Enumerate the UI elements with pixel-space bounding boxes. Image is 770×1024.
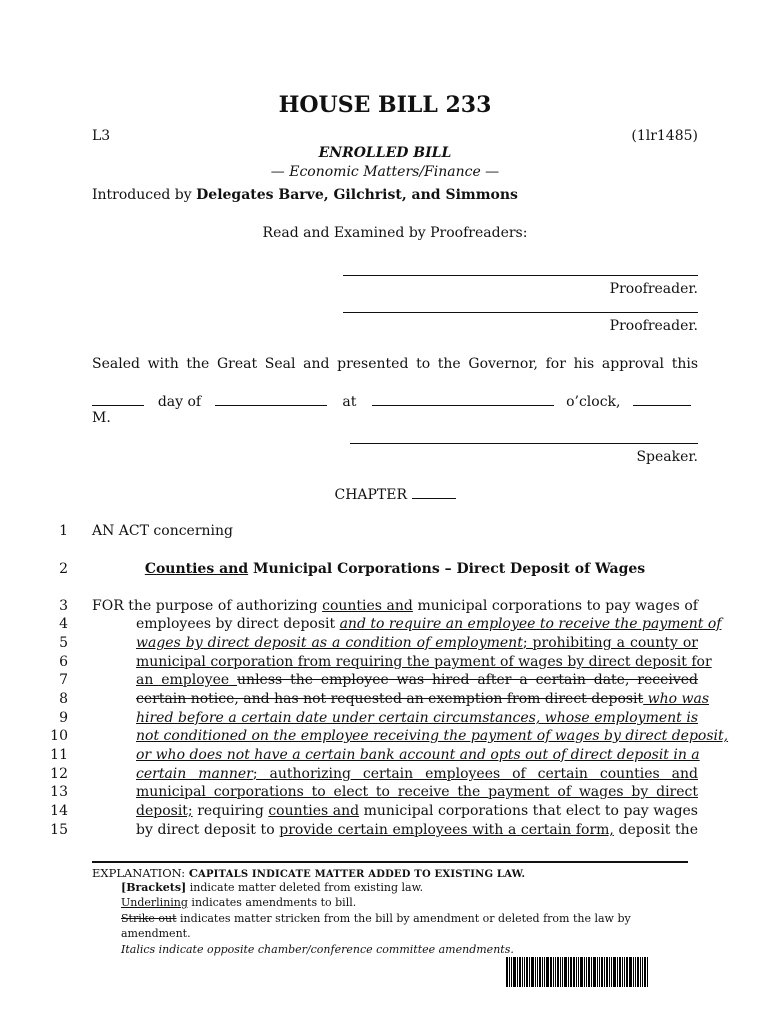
line-number: 8 xyxy=(59,691,68,707)
read-examined: Read and Examined by Proofreaders: xyxy=(262,225,528,241)
barcode-bar xyxy=(578,957,579,987)
barcode-bar xyxy=(629,957,632,987)
strike-symbol: Strike out xyxy=(121,912,177,925)
barcode-bar xyxy=(619,957,621,987)
bill-line-11 xyxy=(136,747,698,763)
underline-text: indicates amendments to bill. xyxy=(187,896,357,909)
sponsors: Delegates Barve, Gilchrist, and Simmons xyxy=(196,187,518,203)
barcode-bar xyxy=(544,957,545,987)
barcode-bar xyxy=(604,957,605,987)
oclock-label: o’clock, xyxy=(566,394,621,410)
text-segment: hired before a certain date under certain circumstances, whose employment is xyxy=(136,710,698,726)
barcode-bar xyxy=(509,957,510,987)
proofreader2-line xyxy=(343,312,698,313)
barcode-bar xyxy=(633,957,634,987)
barcode-bar xyxy=(644,957,646,987)
day-blank xyxy=(92,393,144,406)
heading-rest: Municipal Corporations – Direct Deposit of Wages xyxy=(248,561,646,577)
underline-symbol: Underlining xyxy=(121,896,188,909)
barcode-bar xyxy=(601,957,603,987)
text-segment: who was xyxy=(643,691,710,707)
barcode-bar xyxy=(576,957,577,987)
bill-line-8 xyxy=(136,691,710,707)
committee: — Economic Matters/Finance — xyxy=(270,164,500,180)
bill-heading xyxy=(0,561,770,577)
text-segment: deposit the xyxy=(613,822,698,838)
strike-key-cont: amendment. xyxy=(121,927,191,940)
date-line xyxy=(92,393,698,426)
m-label: M. xyxy=(92,410,111,426)
brackets-symbol: [Brackets] xyxy=(121,881,187,894)
bill-line-7 xyxy=(136,672,698,688)
line-number: 12 xyxy=(50,766,68,782)
proofreader2-label: Proofreader. xyxy=(609,318,698,334)
text-segment: unless the employee was hired after a certain date, received xyxy=(237,672,699,688)
barcode-bar xyxy=(635,957,636,987)
bill-line-10 xyxy=(136,728,729,744)
barcode-bar xyxy=(513,957,516,987)
bill-line-15 xyxy=(136,822,698,838)
subject-code: L3 xyxy=(92,128,111,144)
proofreader1-line xyxy=(343,275,698,276)
barcode-bar xyxy=(626,957,628,987)
barcode-bar xyxy=(553,957,554,987)
barcode-bar xyxy=(637,957,639,987)
speaker-line xyxy=(350,443,698,444)
barcode-bar xyxy=(546,957,549,987)
explanation-label: EXPLANATION: xyxy=(92,866,189,880)
barcode-bar xyxy=(511,957,512,987)
text-segment: counties and xyxy=(322,598,413,614)
sealed-statement: Sealed with the Great Seal and presented to the Governor, for his approval this xyxy=(92,356,698,372)
explanation-heading xyxy=(92,866,525,880)
text-segment: provide certain employees with a certain form, xyxy=(279,822,614,838)
line-number: 5 xyxy=(59,635,68,651)
text-segment: municipal corporations that elect to pay wages xyxy=(359,803,698,819)
barcode-bar xyxy=(584,957,585,987)
bill-line-6 xyxy=(136,654,712,670)
caps-first: C xyxy=(188,866,198,880)
barcode-bar xyxy=(599,957,600,987)
barcode-bar xyxy=(593,957,596,987)
barcode-bar xyxy=(580,957,583,987)
text-segment: not conditioned on the employee receiving the payment of wages by direct deposit, xyxy=(136,728,729,744)
line-number: 6 xyxy=(59,654,68,670)
act-concerning: AN ACT concerning xyxy=(92,523,233,539)
barcode-bar xyxy=(539,957,541,987)
explanation-rule xyxy=(92,861,688,863)
at-label: at xyxy=(342,394,357,410)
time-blank xyxy=(372,393,554,406)
line-number: 4 xyxy=(59,616,68,632)
bill-number: (1lr1485) xyxy=(631,128,698,144)
barcode-bar xyxy=(586,957,587,987)
barcode-bar xyxy=(550,957,552,987)
line-number: 13 xyxy=(50,784,68,800)
barcode-bar xyxy=(506,957,508,987)
caps-rest: APITALS INDICATE MATTER ADDED TO EXISTING LAW. xyxy=(197,869,526,880)
bill-line-4 xyxy=(136,616,722,632)
chapter-blank xyxy=(412,486,456,499)
chapter-label: CHAPTER xyxy=(334,487,408,503)
text-segment: ; prohibiting a county or xyxy=(522,635,698,651)
bill-title: HOUSE BILL 233 xyxy=(278,92,492,118)
strike-key xyxy=(121,912,631,925)
barcode-bar xyxy=(564,957,567,987)
bill-line-9 xyxy=(136,710,698,726)
italics-key: Italics indicate opposite chamber/conference committee amendments. xyxy=(121,943,514,956)
line-number: 15 xyxy=(50,822,68,838)
line-number: 9 xyxy=(59,710,68,726)
barcode-bar xyxy=(570,957,572,987)
text-segment: requiring xyxy=(192,803,269,819)
barcode-bar xyxy=(526,957,528,987)
sponsors-line xyxy=(92,187,518,203)
barcode-bar xyxy=(642,957,643,987)
barcode-bar xyxy=(531,957,534,987)
barcode-bar xyxy=(611,957,612,987)
text-segment: municipal corporations to elect to receive the payment of wages by direct xyxy=(136,784,698,800)
text-segment: municipal corporation from requiring the payment of wages by direct deposit for xyxy=(136,654,712,670)
barcode-bar xyxy=(537,957,538,987)
text-segment: or who does not have a certain bank account and opts out of direct deposit in a xyxy=(136,747,700,763)
barcode-bar xyxy=(647,957,648,987)
barcode-bar xyxy=(529,957,530,987)
barcode-bar xyxy=(591,957,592,987)
barcode-bar xyxy=(535,957,536,987)
barcode-bar xyxy=(609,957,610,987)
barcode-bar xyxy=(557,957,559,987)
bill-line-5 xyxy=(136,635,698,651)
line-number: 14 xyxy=(50,803,68,819)
line-number: 2 xyxy=(59,561,68,577)
barcode-bar xyxy=(542,957,543,987)
barcode-bar xyxy=(560,957,561,987)
text-segment: ; authorizing certain employees of certain counties and xyxy=(252,766,699,782)
barcode-bar xyxy=(588,957,590,987)
text-segment: by direct deposit to xyxy=(136,822,280,838)
text-segment: certain manner xyxy=(136,766,253,782)
speaker-label: Speaker. xyxy=(636,449,698,465)
introduced-prefix: Introduced by xyxy=(92,187,192,203)
barcode-bar xyxy=(517,957,518,987)
enrolled-status: ENROLLED BILL xyxy=(318,145,452,161)
barcode-bar xyxy=(624,957,625,987)
chapter-line xyxy=(0,486,770,503)
text-segment: deposit; xyxy=(136,803,193,819)
text-segment: and to require an employee to receive the payment of xyxy=(339,616,722,632)
text-segment: FOR the purpose of authorizing xyxy=(92,598,323,614)
underline-key xyxy=(121,896,356,909)
text-segment: certain notice, and has not requested an exemption from direct deposit xyxy=(136,691,644,707)
text-segment: employees by direct deposit xyxy=(136,616,340,632)
line-number: 10 xyxy=(50,728,68,744)
text-segment: an employee xyxy=(136,672,238,688)
barcode-bar xyxy=(597,957,598,987)
barcode-bar xyxy=(555,957,556,987)
line-number: 3 xyxy=(59,598,68,614)
line-number: 7 xyxy=(59,672,68,688)
text-segment: counties and xyxy=(268,803,360,819)
text-segment: wages by direct deposit as a condition of employment xyxy=(136,635,523,651)
barcode xyxy=(506,957,692,987)
barcode-bar xyxy=(562,957,563,987)
barcode-bar xyxy=(606,957,608,987)
month-blank xyxy=(215,393,327,406)
barcode-bar xyxy=(524,957,525,987)
barcode-bar xyxy=(519,957,521,987)
meridiem-blank xyxy=(633,393,691,406)
day-of: day of xyxy=(157,394,202,410)
text-segment: municipal corporations to pay wages of xyxy=(412,598,698,614)
barcode-bar xyxy=(613,957,616,987)
barcode-bar xyxy=(640,957,641,987)
barcode-bar xyxy=(617,957,618,987)
barcode-bar xyxy=(573,957,575,987)
barcode-bar xyxy=(568,957,569,987)
barcode-bar xyxy=(522,957,523,987)
proofreader1-label: Proofreader. xyxy=(609,281,698,297)
heading-underlined: Counties and xyxy=(144,561,249,577)
line-number: 11 xyxy=(50,747,68,763)
brackets-key xyxy=(121,881,423,894)
brackets-text: indicate matter deleted from existing law. xyxy=(186,881,424,894)
barcode-bar xyxy=(622,957,623,987)
line-number: 1 xyxy=(59,523,68,539)
bill-line-12 xyxy=(136,766,698,782)
bill-line-14 xyxy=(136,803,698,819)
bill-line-13 xyxy=(136,784,698,800)
strike-text: indicates matter stricken from the bill by amendment or deleted from the law by xyxy=(176,912,631,925)
bill-line-3 xyxy=(92,598,698,614)
